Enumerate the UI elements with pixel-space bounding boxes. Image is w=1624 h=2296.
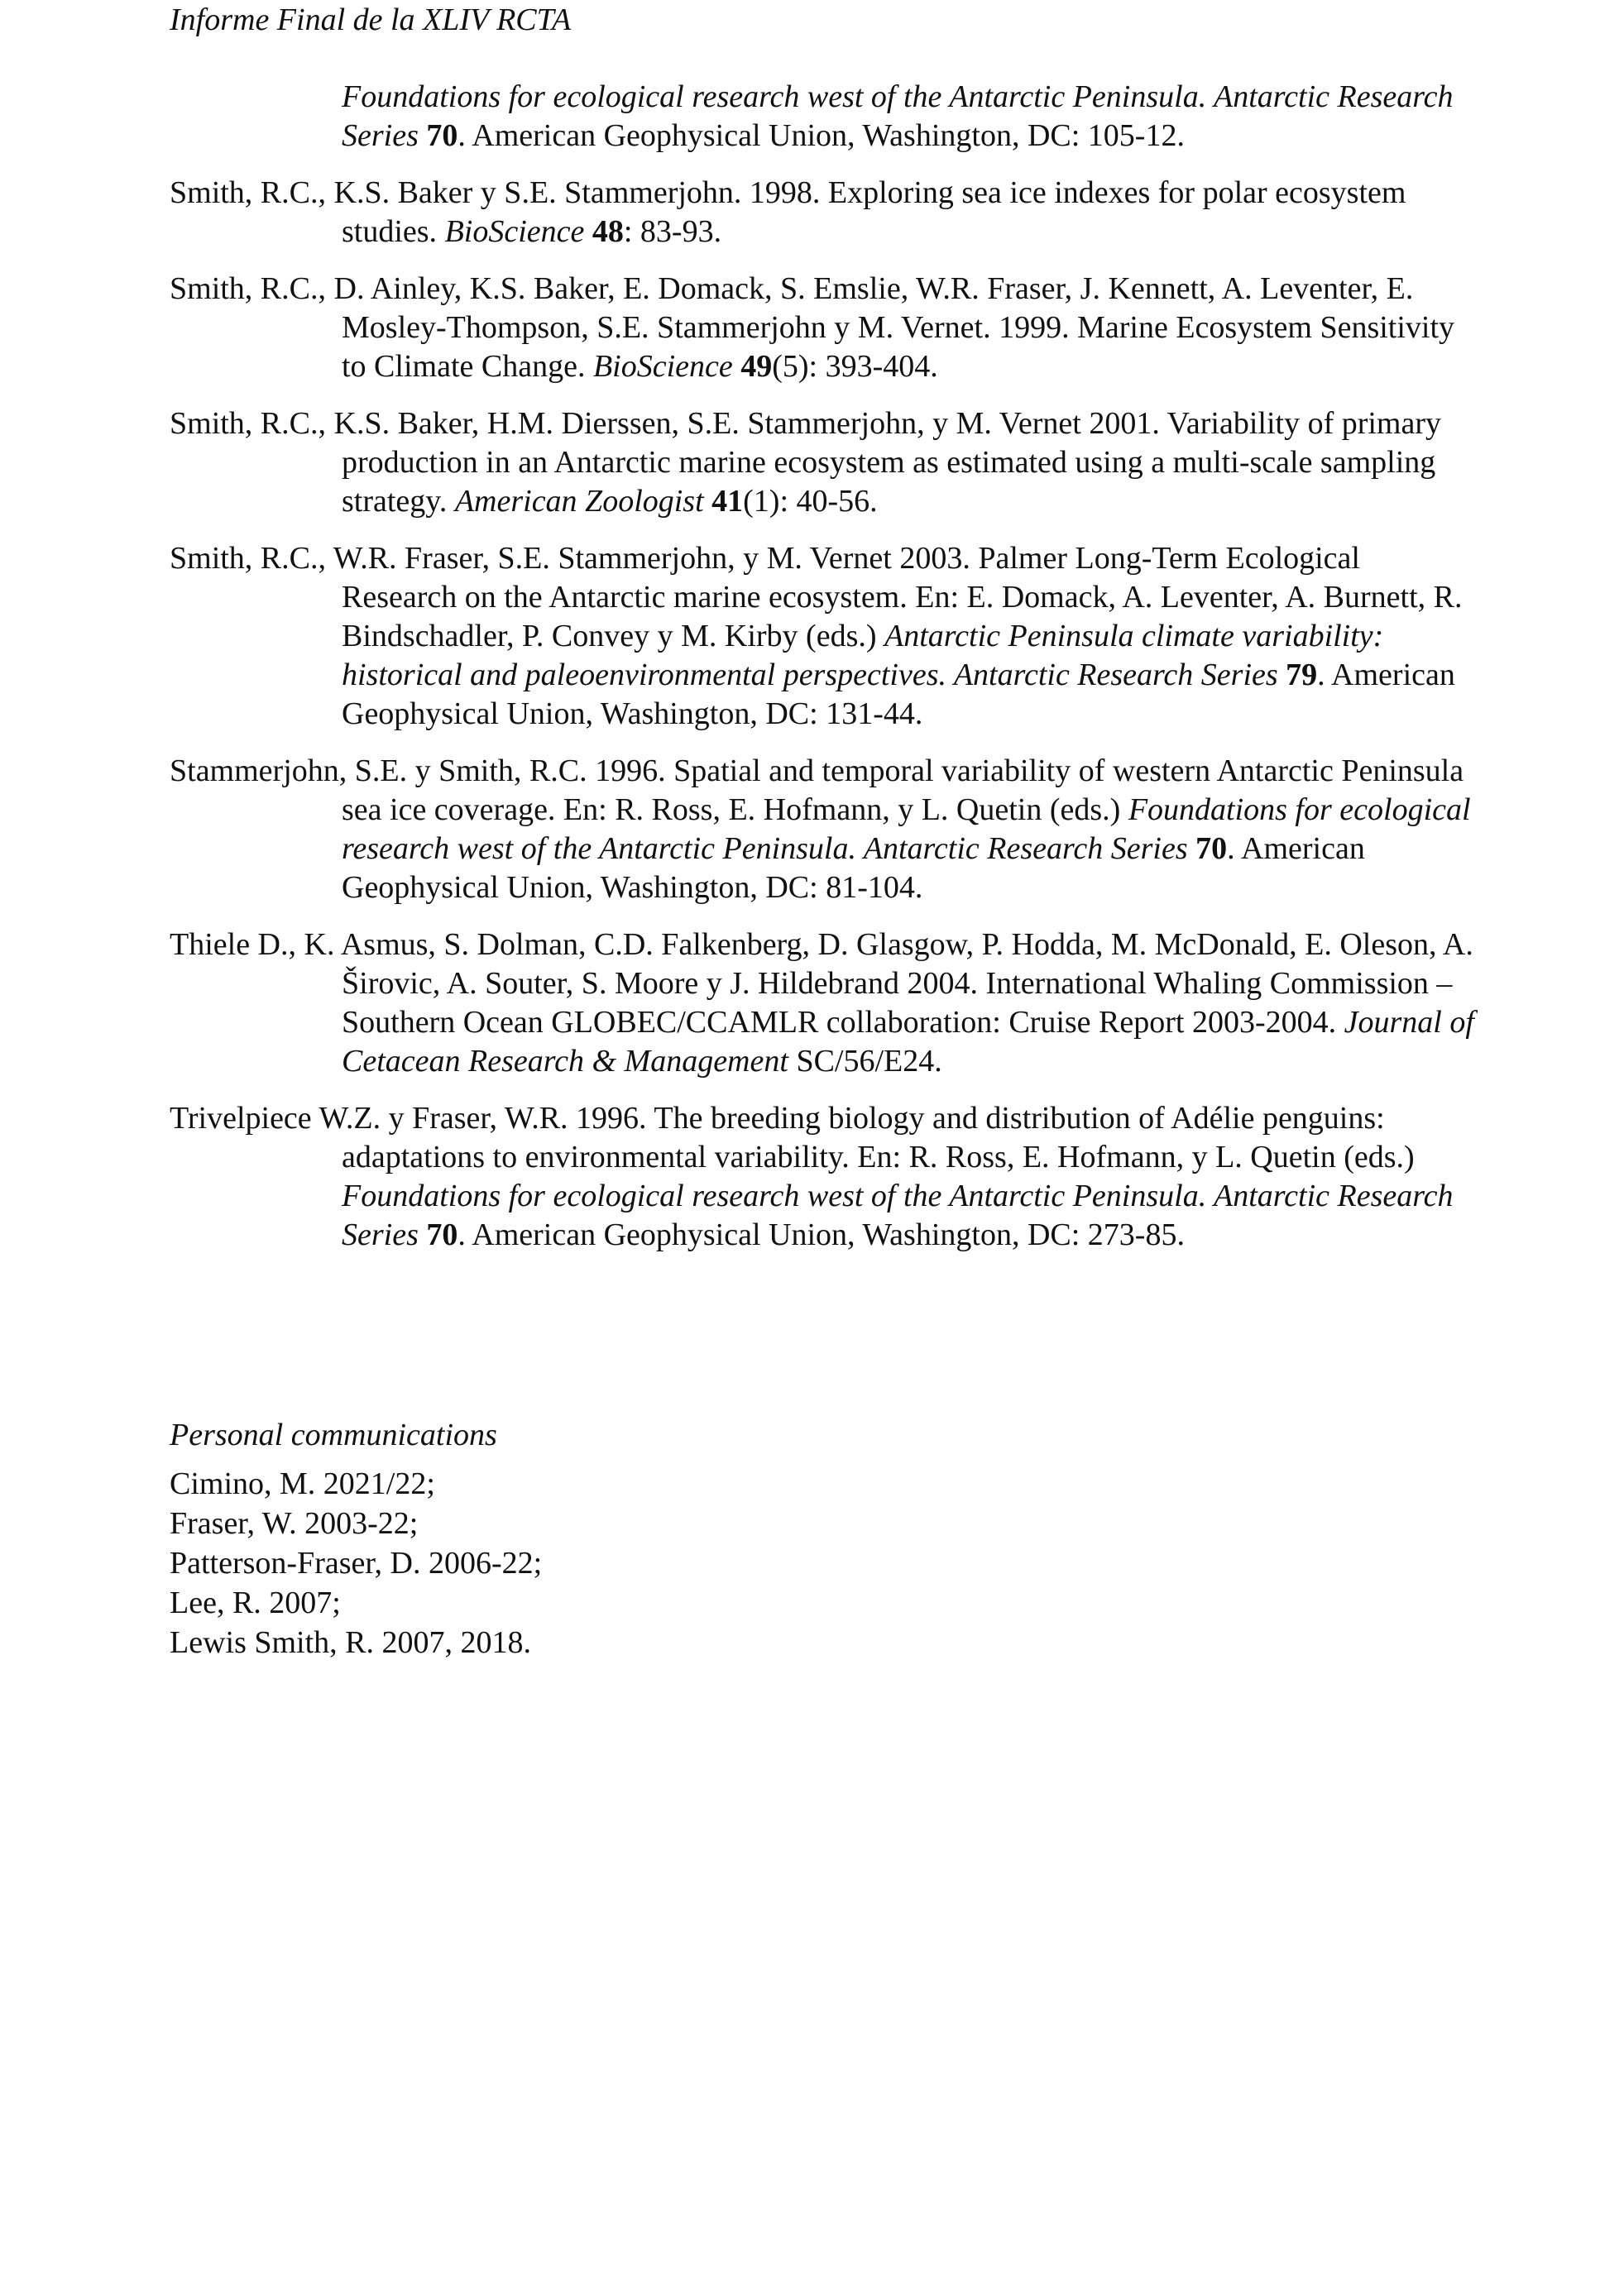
ref-4-book: Antarctic Peninsula climate variability: historical and paleoenvironmental perspectives. Antarctic Research Series: [342, 619, 1384, 692]
running-header: Informe Final de la XLIV RCTA: [170, 2, 572, 37]
ref-3-volume: 41: [711, 484, 744, 519]
reference-thiele-2004: [170, 926, 1477, 1081]
reference-continuation: [170, 78, 1477, 155]
ref-7-space: [419, 1217, 427, 1252]
ref-7-book: Foundations for ecological research west of the Antarctic Peninsula. Antarctic Research Series: [342, 1179, 1454, 1252]
ref-5-book: Foundations for ecological research west of the Antarctic Peninsula. Antarctic Research Series: [342, 792, 1471, 866]
ref-5-space: [1188, 831, 1196, 866]
ref-4-space: [1278, 658, 1286, 692]
ref-1-space: [584, 214, 592, 249]
ref-1-pages: : 83-93.: [623, 214, 722, 249]
ref-3-space: [704, 484, 712, 519]
ref-0-italic: Foundations for ecological research west of the Antarctic Peninsula. Antarctic Research Series: [342, 79, 1454, 153]
ref-6-journal: Journal of Cetacean Research & Management: [342, 1005, 1474, 1079]
ref-7-text: Trivelpiece W.Z. y Fraser, W.R. 1996. The breeding biology and distribution of Adélie penguins: adaptations to environmental variability. En: R. Ross, E. Hofmann, y L. Quetin (eds.): [170, 1101, 1415, 1174]
list-item: Fraser, W. 2003-22;: [170, 1506, 419, 1541]
ref-4-pages: . American Geophysical Union, Washington, DC: 131-44.: [342, 658, 1455, 731]
ref-5-pages: . American Geophysical Union, Washington, DC: 81-104.: [342, 831, 1365, 905]
list-item: Lewis Smith, R. 2007, 2018.: [170, 1625, 532, 1660]
ref-7-pages: . American Geophysical Union, Washington, DC: 273-85.: [457, 1217, 1185, 1252]
ref-6-id: SC/56/E24.: [788, 1044, 942, 1079]
reference-smith-1998: [170, 174, 1477, 251]
personal-communications-title: Personal communications: [170, 1418, 497, 1452]
ref-1-volume: 48: [592, 214, 624, 249]
ref-2-pages: (5): 393-404.: [772, 349, 938, 384]
ref-4-volume: 79: [1286, 658, 1318, 692]
personal-communications-list: [170, 1464, 542, 1662]
ref-6-text: Thiele D., K. Asmus, S. Dolman, C.D. Falkenberg, D. Glasgow, P. Hodda, M. McDonald, E. Oleson, A. Širovic, A. Souter, S. Moore y J. Hildebrand 2004. International Whaling Commission – Southern Ocean GLOBEC/CCAMLR collaboration: Cruise Report 2003-2004.: [170, 927, 1473, 1040]
ref-3-text: Smith, R.C., K.S. Baker, H.M. Dierssen, S.E. Stammerjohn, y M. Vernet 2001. Variability of primary production in an Antarctic marine ecosystem as estimated using a multi-scale sampling strategy.: [170, 406, 1442, 519]
ref-1-journal: BioScience: [444, 214, 585, 249]
ref-2-space: [733, 349, 741, 384]
ref-4-text: Smith, R.C., W.R. Fraser, S.E. Stammerjohn, y M. Vernet 2003. Palmer Long-Term Ecological Research on the Antarctic marine ecosystem. En: E. Domack, A. Leventer, A. Burnett, R. Bindschadler, P. Convey y M. Kirby (eds.): [170, 541, 1463, 653]
ref-2-text: Smith, R.C., D. Ainley, K.S. Baker, E. Domack, S. Emslie, W.R. Fraser, J. Kennett, A. Leventer, E. Mosley-Thompson, S.E. Stammerjohn y M. Vernet. 1999. Marine Ecosystem Sensitivity to Climate Change.: [170, 271, 1455, 384]
ref-1-text: Smith, R.C., K.S. Baker y S.E. Stammerjohn. 1998. Exploring sea ice indexes for polar ecosystem studies.: [170, 175, 1406, 249]
reference-trivelpiece-1996: [170, 1099, 1477, 1255]
ref-7-volume: 70: [426, 1217, 458, 1252]
reference-smith-2001: [170, 404, 1477, 521]
ref-5-volume: 70: [1195, 831, 1228, 866]
list-item: Patterson-Fraser, D. 2006-22;: [170, 1546, 543, 1581]
list-item: Lee, R. 2007;: [170, 1586, 341, 1620]
ref-2-journal: BioScience: [592, 349, 733, 384]
reference-smith-1999: [170, 270, 1477, 386]
ref-0-volume: 70: [426, 118, 458, 153]
ref-5-text: Stammerjohn, S.E. y Smith, R.C. 1996. Spatial and temporal variability of western Antarctic Peninsula sea ice coverage. En: R. Ross, E. Hofmann, y L. Quetin (eds.): [170, 753, 1464, 827]
ref-0-rest: . American Geophysical Union, Washington, DC: 105-12.: [457, 118, 1185, 153]
list-item: Cimino, M. 2021/22;: [170, 1466, 435, 1501]
reference-smith-2003: [170, 539, 1477, 734]
reference-list: [170, 78, 1477, 1273]
ref-2-volume: 49: [740, 349, 773, 384]
reference-stammerjohn-1996: [170, 752, 1477, 907]
ref-3-journal: American Zoologist: [454, 484, 704, 519]
ref-3-pages: (1): 40-56.: [743, 484, 878, 519]
